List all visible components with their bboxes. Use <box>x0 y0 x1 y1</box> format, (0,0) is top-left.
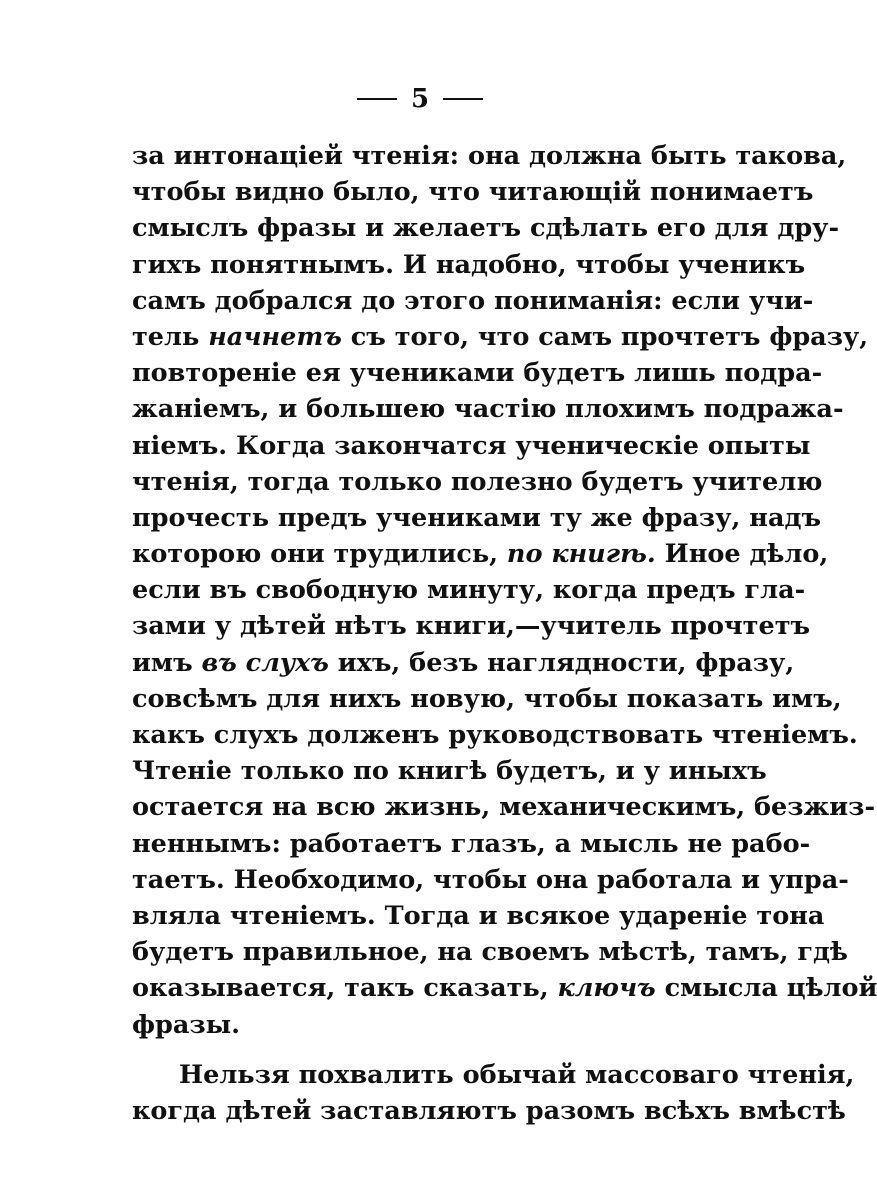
italic-phrase: въ слухъ <box>201 647 329 678</box>
paragraph <box>132 1057 855 1129</box>
text-run: жаніемъ, и большею частію плохимъ подража- <box>132 394 844 425</box>
text-line <box>132 1057 855 1093</box>
text-line <box>132 862 849 898</box>
text-run: таетъ. Необходимо, чтобы она работала и упра- <box>132 864 849 895</box>
text-run: зами у дѣтей нѣтъ книги,—учитель прочтетъ <box>132 611 811 642</box>
header-dash-right <box>443 98 483 100</box>
text-run: повтореніе ея учениками будетъ лишь подра- <box>132 358 823 389</box>
text-line <box>132 753 767 789</box>
text-run: вляла чтеніемъ. Тогда и всякое удареніе тона <box>132 900 825 931</box>
text-line <box>132 174 814 210</box>
text-run: Нельзя похвалить обычай массоваго чтенія, <box>179 1059 855 1090</box>
page-number: 5 <box>410 84 430 114</box>
text-run: остается на всю жизнь, механическимъ, безжиз- <box>132 792 876 823</box>
header-dash-left <box>357 98 397 100</box>
text-run: фразы. <box>132 1009 241 1040</box>
text-run: гихъ понятнымъ. И надобно, чтобы ученикъ <box>132 249 806 280</box>
italic-phrase: ключъ <box>557 973 656 1004</box>
text-line <box>132 789 876 825</box>
text-run: ніемъ. Когда закончатся ученическіе опыты <box>132 430 811 461</box>
text-line <box>132 1093 846 1129</box>
text-run: чтенія, тогда только полезно будетъ учителю <box>132 466 823 497</box>
text-run: Иное дѣло, <box>655 539 829 570</box>
text-run: смыслъ фразы и желаетъ сдѣлать его для дру- <box>132 213 840 244</box>
text-run: чтобы видно было, что читающій понимаетъ <box>132 177 814 208</box>
text-line <box>132 283 814 319</box>
text-line <box>132 572 806 608</box>
paragraph-gap <box>132 1043 728 1057</box>
italic-phrase: начнетъ <box>208 321 342 352</box>
text-run: которою они трудились, <box>132 539 507 570</box>
text-line <box>132 355 823 391</box>
italic-phrase: по книгѣ. <box>506 539 656 570</box>
text-line <box>132 428 811 464</box>
text-line <box>132 536 829 572</box>
text-run: ихъ, безъ наглядности, фразу, <box>328 647 795 678</box>
text-line <box>132 391 844 427</box>
text-line <box>132 717 858 753</box>
text-line <box>132 210 840 246</box>
text-line <box>132 247 806 283</box>
text-line <box>132 934 848 970</box>
text-run: самъ добрался до этого пониманія: если учи- <box>132 285 814 316</box>
text-run: оказывается, такъ сказать, <box>132 973 558 1004</box>
text-run: тель <box>132 321 209 352</box>
text-run: прочесть предъ учениками ту же фразу, надъ <box>132 502 822 533</box>
text-run: какъ слухъ долженъ руководствовать чтеніемъ. <box>132 720 858 750</box>
text-run: съ того, что самъ прочтетъ фразу, <box>341 321 869 352</box>
text-line <box>132 1007 728 1043</box>
text-run: совсѣмъ для нихъ новую, чтобы показать имъ, <box>132 683 842 714</box>
text-run: Чтеніе только по книгѣ будетъ, и у иныхъ <box>132 756 767 787</box>
page-header <box>0 84 840 114</box>
body-text <box>132 138 877 1129</box>
text-line <box>132 681 842 717</box>
text-line <box>132 319 869 355</box>
text-run: когда дѣтей заставляютъ разомъ всѣхъ вмѣстѣ <box>132 1095 846 1126</box>
text-run: за интонаціей чтенія: она должна быть такова, <box>132 141 847 171</box>
text-line <box>132 500 822 536</box>
text-line <box>132 826 811 862</box>
text-line <box>132 645 795 681</box>
text-line <box>132 138 847 174</box>
text-run: будетъ правильное, на своемъ мѣстѣ, тамъ, гдѣ <box>132 937 848 968</box>
text-line <box>132 464 823 500</box>
text-run: если въ свободную минуту, когда предъ гла- <box>132 575 806 606</box>
text-line <box>132 608 811 644</box>
text-run: имъ <box>132 647 202 678</box>
text-run: смысла цѣлой <box>655 973 877 1004</box>
paragraph <box>132 138 877 1043</box>
text-line <box>132 898 825 934</box>
text-line <box>132 970 877 1006</box>
text-run: неннымъ: работаетъ глазъ, а мысль не рабо- <box>132 828 811 859</box>
